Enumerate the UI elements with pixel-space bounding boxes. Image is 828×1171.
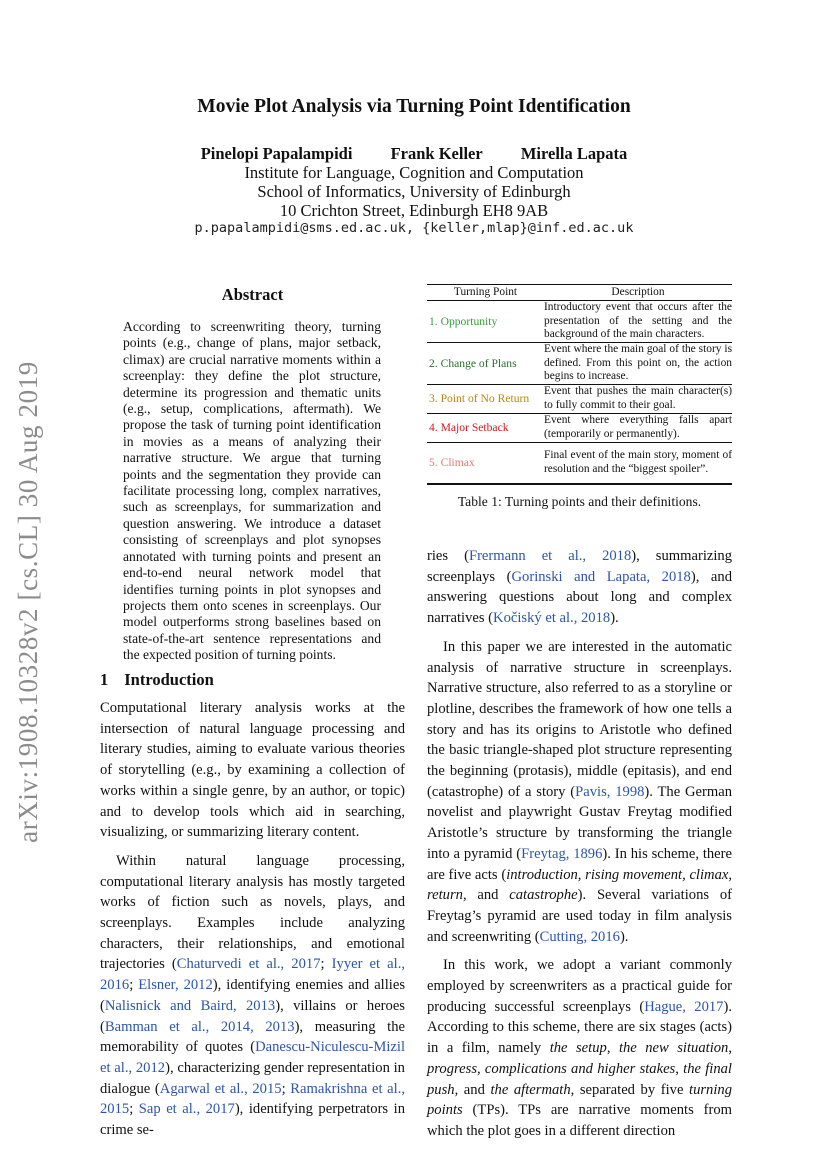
section-title: Introduction [124,670,214,689]
turning-point-label: 5. Climax [429,456,475,470]
author-name: Pinelopi Papalampidi [200,144,353,163]
right-column-body [427,546,732,1150]
citation-link[interactable]: Danescu-Niculescu-Mizil et al., 2012 [100,1039,405,1076]
turning-point-description: Introductory event that occurs after the presentation of the setting and the background of the main characters. [544,301,732,341]
paragraph: Within natural language processing, computational literary analysis has mostly targeted works of fiction such as novels, plays, and screenplays. Examples include analyzing characters, their relationships, and emotional trajectories (Chaturvedi et al., 2017; Iyyer et al., 2016; Elsner, 2012), identifying enemies and allies (Nalisnick and Baird, 2013), villains or heroes (Bamman et al., 2014, 2013), measuring the memorability of quotes (Danescu-Niculescu-Mizil et al., 2012), characterizing gender representation in dialogue (Agarwal et al., 2015; Ramakrishna et al., 2015; Sap et al., 2017), identifying perpetrators in crime se- [100,852,406,1139]
citation-link[interactable]: Ramakrishna et al., 2015 [100,1080,405,1118]
citation-link[interactable]: Bamman et al., 2014, 2013 [104,1018,295,1035]
citation-link[interactable]: Hague, 2017 [644,998,724,1015]
turning-point-description: Final event of the main story, moment of resolution and the “biggest spoiler”. [544,449,732,475]
affiliation-line: 10 Crichton Street, Edinburgh EH8 9AB [279,201,549,220]
paragraph: In this work, we adopt a variant commonly employed by screenwriters as a practical guide for producing successful screenplays (Hague, 2017). According to this scheme, there are six stages (acts) in a film, namely the setup, the new situation, progress, complications and higher stakes, the final push, and the aftermath, separated by five turning points (TPs). TPs are narrative moments from which the plot goes in a different direction [427,957,732,1139]
citation-link[interactable]: Iyyer et al., 2016 [100,956,406,994]
table-row [427,442,732,483]
table-caption: Table 1: Turning points and their definitions. [457,494,702,509]
author-email: p.papalampidi@sms.ed.ac.uk, {keller,mlap}@inf.ed.ac.uk [194,220,634,236]
author-name: Mirella Lapata [520,144,628,163]
turning-points-table [427,284,732,485]
abstract-heading: Abstract [221,285,284,304]
abstract-text: According to screenwriting theory, turning points (e.g., change of plans, major setback, climax) are crucial narrative moments within a screenplay: they define the plot structure, determine its progression and thematic units (e.g., setup, complications, aftermath). We propose the task of turning point identification in movies as a means of analyzing their narrative structure. We argue that turning points and the segmentation they provide can facilitate processing long, complex narratives, such as screenplays, for summarization and question answering. We introduce a dataset consisting of screenplays and plot synopses annotated with turning points and present an end-to-end neural network model that identifies turning points in plot synopses and projects them onto scenes in screenplays. Our model outperforms strong baselines based on state-of-the-art sentence representations and the expected position of turning points. [123,319,381,663]
citation-link[interactable]: Freytag, 1896 [521,845,603,862]
turning-point-description: Event where everything falls apart (temporarily or permanently). [544,414,732,440]
turning-point-description: Event where the main goal of the story is defined. From this point on, the action begins to increase. [544,343,732,383]
citation-link[interactable]: Frermann et al., 2018 [468,548,632,564]
table-row [427,414,732,442]
citation-link[interactable]: Cutting, 2016 [539,928,620,945]
paragraph: In this paper we are interested in the automatic analysis of narrative structure in screenplays. Narrative structure, also referred to as a storyline or plotline, describes the framework of how one tells a story and has its origins to Aristotle who defined the basic triangle-shaped plot structure representing the beginning (protasis), middle (epitasis), and end (catastrophe) of a story (Pavis, 1998). The German novelist and playwright Gustav Freytag modified Aristotle’s structure by transforming the triangle into a pyramid (Freytag, 1896). In his scheme, there are five acts (introduction, rising movement, climax, return, and catastrophe). Several variations of Freytag’s pyramid are used today in film analysis and screenwriting (Cutting, 2016). [427,638,732,945]
author-name: Frank Keller [390,144,483,163]
section-heading [100,670,214,690]
table-row [427,301,732,342]
citation-link[interactable]: Elsner, 2012 [138,977,213,994]
citation-link[interactable]: Sap et al., 2017 [138,1101,235,1118]
table-row [427,385,732,413]
affiliation-line: Institute for Language, Cognition and Computation [244,163,584,182]
paper-title: Movie Plot Analysis via Turning Point Identification [197,96,631,117]
citation-link[interactable]: Agarwal et al., 2015 [159,1080,282,1097]
paragraph: Computational literary analysis works at the intersection of natural language processing and literary studies, aiming to evaluate various theories of storytelling (e.g., by examining a collection of works within a single genre, by an author, or topic) and to develop tools which aid in searching, visualizing, or summarizing literary content. [100,700,405,841]
citation-link[interactable]: Gorinski and Lapata, 2018 [511,568,691,585]
table-header-cell: Turning Point [453,286,518,299]
paragraph: ries (Frermann et al., 2018), summarizing screenplays (Gorinski and Lapata, 2018), and answering questions about long and complex narratives (Kočiský et al., 2018). [427,548,732,627]
turning-point-label: 1. Opportunity [429,314,498,328]
author-list [0,144,828,164]
turning-point-label: 3. Point of No Return [429,392,530,406]
affiliation-line: School of Informatics, University of Edinburgh [257,182,571,201]
citation-link[interactable]: Pavis, 1998 [575,783,645,800]
turning-point-description: Event that pushes the main character(s) to fully commit to their goal. [544,385,732,411]
table-header-cell: Description [611,286,665,299]
section-number: 1 [100,670,109,689]
citation-link[interactable]: Nalisnick and Baird, 2013 [104,997,276,1014]
left-column-body [100,698,405,1149]
table-header-row [427,285,732,300]
turning-point-label: 4. Major Setback [429,420,509,434]
citation-link[interactable]: Chaturvedi et al., 2017 [176,956,321,973]
citation-link[interactable]: Kočiský et al., 2018 [493,610,611,627]
turning-point-label: 2. Change of Plans [429,356,517,370]
table-row [427,343,732,384]
arxiv-identifier: arXiv:1908.10328v2 [cs.CL] 30 Aug 2019 [13,361,43,843]
